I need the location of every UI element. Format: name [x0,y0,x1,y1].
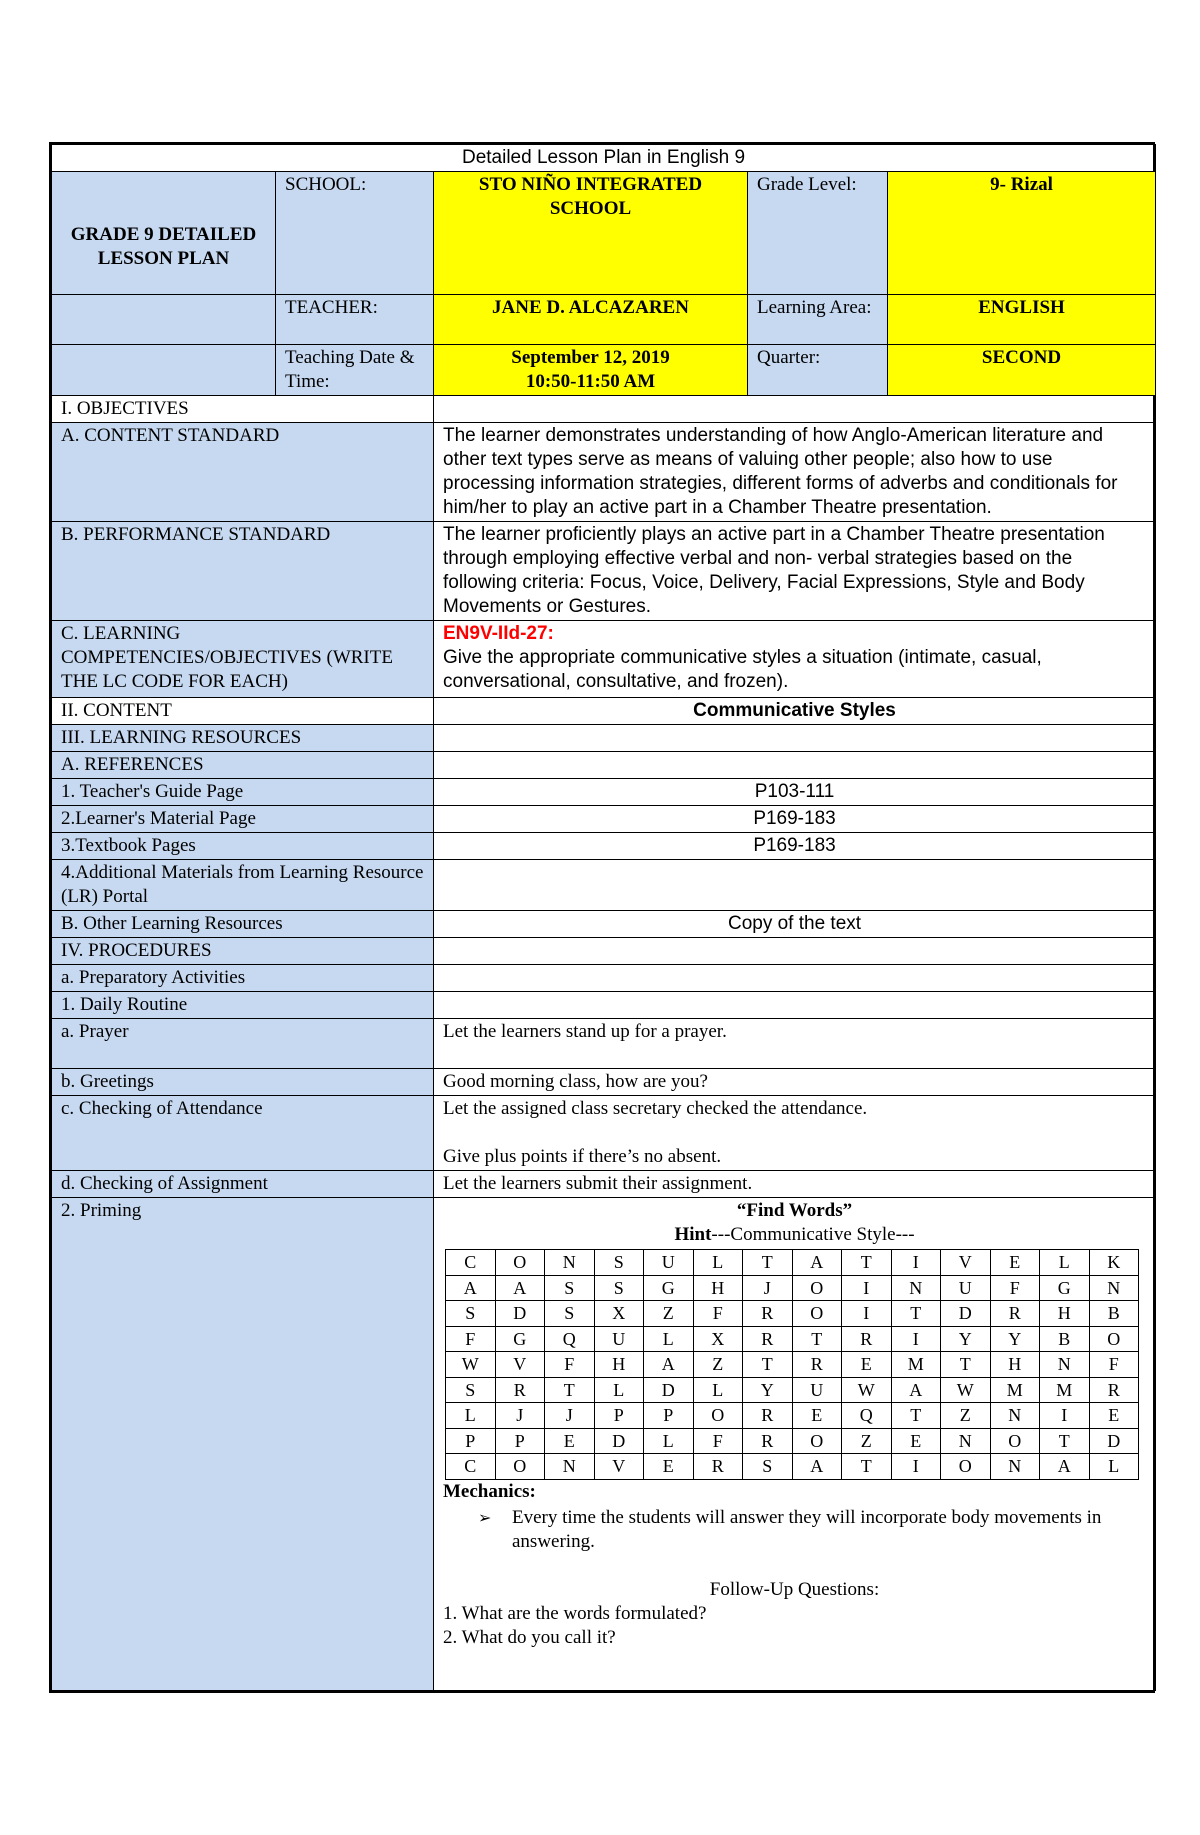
content-label: II. CONTENT [52,698,434,725]
grid-cell: G [1040,1275,1090,1301]
procedures-label: IV. PROCEDURES [52,938,434,965]
grid-row [446,1403,1139,1429]
grid-cell: M [891,1352,941,1378]
grid-cell: H [990,1352,1040,1378]
grid-cell: E [891,1428,941,1454]
learners-material-value: P169-183 [434,806,1156,833]
grid-cell: J [495,1403,545,1429]
grade-level-value: 9- Rizal [888,172,1156,295]
learning-area-value: ENGLISH [888,295,1156,345]
grid-cell: J [545,1403,595,1429]
grid-cell: S [594,1250,644,1276]
grid-cell: N [1089,1275,1139,1301]
grid-cell: A [446,1275,496,1301]
grid-cell: D [495,1301,545,1327]
school-value: STO NIÑO INTEGRATED SCHOOL [434,172,748,295]
grid-cell: I [1040,1403,1090,1429]
grid-cell: D [644,1377,694,1403]
grid-cell: G [495,1326,545,1352]
grid-cell: U [594,1326,644,1352]
grid-cell: B [1089,1301,1139,1327]
grid-cell: P [446,1428,496,1454]
content-value: Communicative Styles [434,698,1156,725]
grid-cell: T [743,1352,793,1378]
mechanics-text: Every time the students will answer they will incorporate body movements in answering. [512,1506,1102,1552]
grid-cell: O [495,1250,545,1276]
performance-standard-text: The learner proficiently plays an active part in a Chamber Theatre presentation through employing effective verbal and non- verbal strategies based on the following criteria: Focus, Voice, Delivery, Facial Expressions, Style and Body Movements or Gestures. [434,522,1156,621]
grid-cell: Y [743,1377,793,1403]
grid-cell: T [842,1454,892,1480]
grid-cell: R [1089,1377,1139,1403]
arrow-bullet-icon: ➢ [478,1507,492,1527]
grid-cell: R [743,1403,793,1429]
grid-cell: O [990,1428,1040,1454]
objectives-heading: I. OBJECTIVES [52,396,434,423]
grid-cell: T [1040,1428,1090,1454]
grid-cell: A [891,1377,941,1403]
grid-cell: F [545,1352,595,1378]
hint-label: Hint [674,1224,712,1245]
grid-cell: U [644,1250,694,1276]
teacher-value: JANE D. ALCAZAREN [434,295,748,345]
grid-cell: O [941,1454,991,1480]
grid-cell: L [446,1403,496,1429]
grid-cell: Z [941,1403,991,1429]
grid-cell: R [792,1352,842,1378]
time-value: 10:50-11:50 AM [525,371,656,392]
grid-cell: P [594,1403,644,1429]
followup-question-2: 2. What do you call it? [443,1626,616,1648]
grid-cell: R [743,1301,793,1327]
greetings-label: b. Greetings [52,1069,434,1096]
grid-cell: O [1089,1326,1139,1352]
grid-cell: O [792,1275,842,1301]
empty-cell [434,396,1156,423]
priming-cell [434,1198,1156,1691]
grid-cell: V [495,1352,545,1378]
empty-cell [434,992,1156,1019]
grid-cell: M [1040,1377,1090,1403]
empty-cell [434,725,1156,752]
assignment-text: Let the learners submit their assignment. [434,1171,1156,1198]
grid-cell: C [446,1250,496,1276]
hint-line [443,1223,1146,1247]
competency-text: Give the appropriate communicative styles a situation (intimate, casual, conversational, consultative, and frozen). [443,647,1042,692]
grid-row [446,1301,1139,1327]
performance-standard-label: B. PERFORMANCE STANDARD [52,522,434,621]
grid-cell: J [743,1275,793,1301]
teacher-label: TEACHER: [276,295,434,345]
other-resources-label: B. Other Learning Resources [52,911,434,938]
grid-cell: I [891,1250,941,1276]
grid-cell: N [990,1454,1040,1480]
learning-area-label: Learning Area: [748,295,888,345]
grid-cell: N [545,1454,595,1480]
grid-cell: S [743,1454,793,1480]
grid-cell: X [693,1326,743,1352]
grid-cell: N [1040,1352,1090,1378]
grid-cell: T [743,1250,793,1276]
grid-cell: L [693,1377,743,1403]
attendance-text-1: Let the assigned class secretary checked the attendance. [443,1098,868,1119]
empty-cell [434,938,1156,965]
grid-cell: F [693,1301,743,1327]
grid-cell: I [891,1326,941,1352]
grid-cell: O [792,1428,842,1454]
other-resources-value: Copy of the text [434,911,1156,938]
grid-cell: H [1040,1301,1090,1327]
grid-cell: L [1040,1250,1090,1276]
grid-cell: S [545,1275,595,1301]
grid-cell: W [941,1377,991,1403]
grid-cell: E [792,1403,842,1429]
priming-label: 2. Priming [52,1198,434,1691]
grid-cell: K [1089,1250,1139,1276]
grid-cell: T [842,1250,892,1276]
grid-cell: N [941,1428,991,1454]
grid-cell: A [495,1275,545,1301]
grid-cell: G [644,1275,694,1301]
prayer-text: Let the learners stand up for a prayer. [434,1019,1156,1069]
grid-cell: L [1089,1454,1139,1480]
hint-text: ---Communicative Style--- [711,1224,915,1245]
teachers-guide-label: 1. Teacher's Guide Page [52,779,434,806]
competencies-label: C. LEARNING COMPETENCIES/OBJECTIVES (WRITE THE LC CODE FOR EACH) [52,621,434,698]
grid-cell: I [842,1301,892,1327]
teachers-guide-value: P103-111 [434,779,1156,806]
grid-cell: F [446,1326,496,1352]
grid-cell: L [693,1250,743,1276]
document-title: Detailed Lesson Plan in English 9 [52,145,1156,172]
attendance-text-2: Give plus points if there’s no absent. [443,1146,722,1167]
grid-cell: Y [941,1326,991,1352]
grid-row [446,1275,1139,1301]
preparatory-label: a. Preparatory Activities [52,965,434,992]
followup-question-1: 1. What are the words formulated? [443,1602,707,1624]
grid-cell: D [941,1301,991,1327]
grid-cell: A [644,1352,694,1378]
grid-row [446,1377,1139,1403]
grid-cell: F [990,1275,1040,1301]
grid-cell: V [594,1454,644,1480]
grid-cell: W [842,1377,892,1403]
grid-cell: I [842,1275,892,1301]
grid-cell: U [792,1377,842,1403]
grid-cell: L [594,1377,644,1403]
grid-cell: E [842,1352,892,1378]
date-value: September 12, 2019 [511,347,670,368]
grid-cell: R [842,1326,892,1352]
references-label: A. REFERENCES [52,752,434,779]
grid-cell: X [594,1301,644,1327]
competency-code: EN9V-IId-27: [443,623,554,644]
attendance-cell [434,1096,1156,1171]
grid-cell: V [941,1250,991,1276]
date-time-value [434,345,748,396]
school-label: SCHOOL: [276,172,434,295]
content-standard-text: The learner demonstrates understanding of how Anglo-American literature and other text types serve as means of valuing other people; also how to use processing information strategies, different forms of adverbs and conditionals for him/her to play an active part in a Chamber Theatre presentation. [434,423,1156,522]
grid-row [446,1352,1139,1378]
grid-row [446,1250,1139,1276]
grid-cell: F [1089,1352,1139,1378]
grid-cell: B [1040,1326,1090,1352]
grid-cell: M [990,1377,1040,1403]
greetings-text: Good morning class, how are you? [434,1069,1156,1096]
grid-cell: C [446,1454,496,1480]
daily-routine-label: 1. Daily Routine [52,992,434,1019]
grid-cell: L [644,1326,694,1352]
grid-cell: R [693,1454,743,1480]
lesson-plan-document [49,142,1155,1693]
grid-cell: Q [842,1403,892,1429]
textbook-value: P169-183 [434,833,1156,860]
grid-cell: H [693,1275,743,1301]
grid-cell: R [743,1428,793,1454]
learners-material-label: 2.Learner's Material Page [52,806,434,833]
grid-row [446,1454,1139,1480]
grid-cell: I [891,1454,941,1480]
grid-cell: T [891,1301,941,1327]
grid-row [446,1428,1139,1454]
grid-cell: D [594,1428,644,1454]
grid-cell: U [941,1275,991,1301]
grid-cell: N [990,1403,1040,1429]
grid-cell: A [792,1250,842,1276]
grid-cell: Z [644,1301,694,1327]
grid-cell: W [446,1352,496,1378]
header-blank-cell [52,295,276,345]
grid-cell: S [446,1301,496,1327]
assignment-label: d. Checking of Assignment [52,1171,434,1198]
grade-label: GRADE 9 DETAILED LESSON PLAN [52,172,276,295]
grid-cell: Z [693,1352,743,1378]
grid-cell: S [594,1275,644,1301]
grid-cell: S [545,1301,595,1327]
grid-cell: E [545,1428,595,1454]
grid-cell: H [594,1352,644,1378]
grid-row [446,1326,1139,1352]
mechanics-label: Mechanics: [443,1480,536,1502]
grid-cell: O [792,1301,842,1327]
empty-cell [434,965,1156,992]
grid-cell: Q [545,1326,595,1352]
attendance-label: c. Checking of Attendance [52,1096,434,1171]
grid-cell: T [545,1377,595,1403]
grid-cell: T [941,1352,991,1378]
activity-title: “Find Words” [736,1200,853,1221]
date-label: Teaching Date & Time: [276,345,434,396]
grid-cell: Y [990,1326,1040,1352]
grid-cell: T [792,1326,842,1352]
empty-cell [434,860,1156,911]
word-search-grid [445,1249,1139,1480]
grid-cell: Z [842,1428,892,1454]
grid-cell: D [1089,1428,1139,1454]
prayer-label: a. Prayer [52,1019,434,1069]
empty-cell [434,752,1156,779]
grid-cell: L [644,1428,694,1454]
grid-cell: R [495,1377,545,1403]
grid-cell: O [495,1454,545,1480]
additional-materials-label: 4.Additional Materials from Learning Resource (LR) Portal [52,860,434,911]
grid-cell: P [644,1403,694,1429]
grid-cell: N [891,1275,941,1301]
competencies-cell [434,621,1156,698]
content-standard-label: A. CONTENT STANDARD [52,423,434,522]
grid-cell: S [446,1377,496,1403]
grid-cell: E [1089,1403,1139,1429]
mechanics-list-item [478,1506,1146,1554]
textbook-label: 3.Textbook Pages [52,833,434,860]
header-blank-cell [52,345,276,396]
quarter-label: Quarter: [748,345,888,396]
grid-cell: A [792,1454,842,1480]
grid-cell: R [990,1301,1040,1327]
followup-label: Follow-Up Questions: [709,1578,880,1600]
grid-cell: N [545,1250,595,1276]
grid-cell: T [891,1403,941,1429]
quarter-value: SECOND [888,345,1156,396]
grid-cell: R [743,1326,793,1352]
grid-cell: P [495,1428,545,1454]
grid-cell: A [1040,1454,1090,1480]
lesson-plan-table [51,144,1156,1691]
grid-cell: O [693,1403,743,1429]
grid-cell: E [644,1454,694,1480]
resources-label: III. LEARNING RESOURCES [52,725,434,752]
grid-cell: F [693,1428,743,1454]
grid-cell: E [990,1250,1040,1276]
grade-level-label: Grade Level: [748,172,888,295]
